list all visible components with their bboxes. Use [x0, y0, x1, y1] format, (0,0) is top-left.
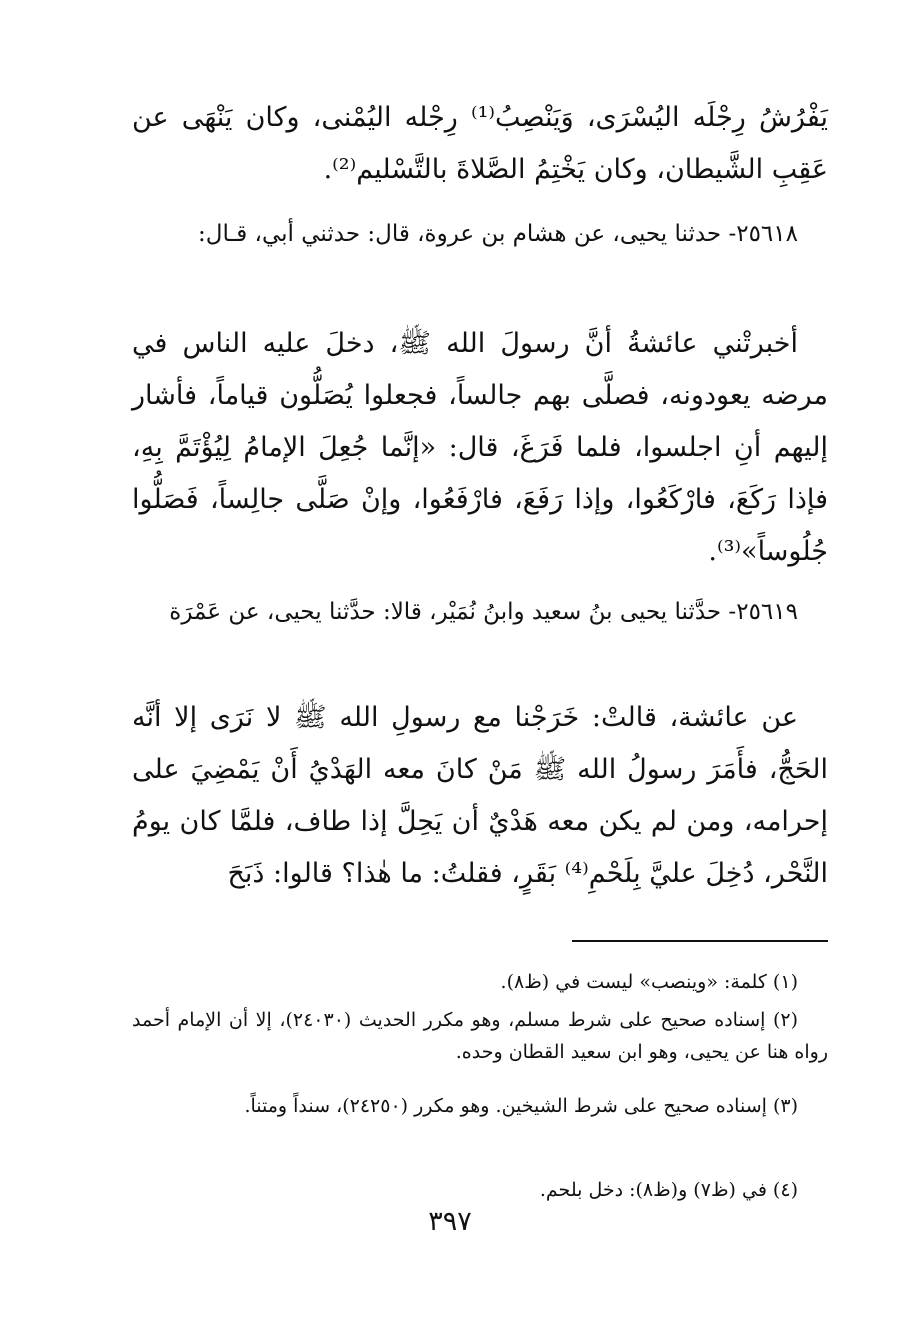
page-number: ٣٩٧: [428, 1206, 472, 1237]
footnote-3: (٣) إسناده صحيح على شرط الشيخين. وهو مكرر (٢٤٢٥٠)، سنداً ومتناً.: [244, 1095, 798, 1117]
footnote-1: (١) كلمة: «وينصب» ليست في (ظ٨).: [500, 971, 798, 993]
hadith-25618-matn: أخبرتْني عائشةُ أنَّ رسولَ الله ﷺ، دخلَ عليه الناس في مرضه يعودونه، فصلَّى بهم جالساً، فجعلوا يُصَلُّون قياماً، فأشار إليهم أنِ اجلسوا، فلما فَرَغَ، قال: «إنَّما جُعِلَ الإمامُ لِيُؤْتَمَّ بِهِ، فإذا رَكَعَ، فارْكَعُوا، وإذا رَفَعَ، فارْفَعُوا، وإنْ صَلَّى جالِساً، فَصَلُّوا جُلُوساً»⁽³⁾.: [132, 328, 828, 567]
footnote-2: (٢) إسناده صحيح على شرط مسلم، وهو مكرر الحديث (٢٤٠٣٠)، إلا أن الإمام أحمد رواه هنا عن يحيى، وهو ابن سعيد القطان وحده.: [132, 1009, 828, 1063]
hadith-25618-isnad: ٢٥٦١٨- حدثنا يحيى، عن هشام بن عروة، قال: حدثني أبي، قـال:: [198, 221, 798, 247]
paragraph-continuation: يَفْرُشُ رِجْلَه اليُسْرَى، وَيَنْصِبُ⁽¹⁾ رِجْله اليُمْنى، وكان يَنْهَى عن عَقِبِ الشَّيطان، وكان يَخْتِمُ الصَّلاةَ بالتَّسْليم⁽²⁾.: [132, 102, 829, 185]
footnote-4: (٤) في (ظ٧) و(ظ٨): دخل بلحم.: [539, 1179, 798, 1201]
hadith-25619-isnad: ٢٥٦١٩- حدَّثنا يحيى بنُ سعيد وابنُ نُمَيْر، قالا: حدَّثنا يحيى، عن عَمْرَة: [169, 599, 798, 625]
footnote-divider: [572, 940, 828, 942]
hadith-25619-matn: عن عائشة، قالتْ: خَرَجْنا مع رسولِ الله ﷺ لا نَرَى إلا أنَّه الحَجُّ، فأَمَرَ رسولُ الله ﷺ مَنْ كانَ معه الهَدْيُ أَنْ يَمْضِيَ على إحرامه، ومن لم يكن معه هَدْيٌ أن يَحِلَّ إذا طاف، فلمَّا كان يومُ النَّحْر، دُخِلَ عليَّ بِلَحْمِ⁽⁴⁾ بَقَرٍ، فقلتُ: ما هٰذا؟ قالوا: ذَبَحَ: [132, 702, 828, 889]
